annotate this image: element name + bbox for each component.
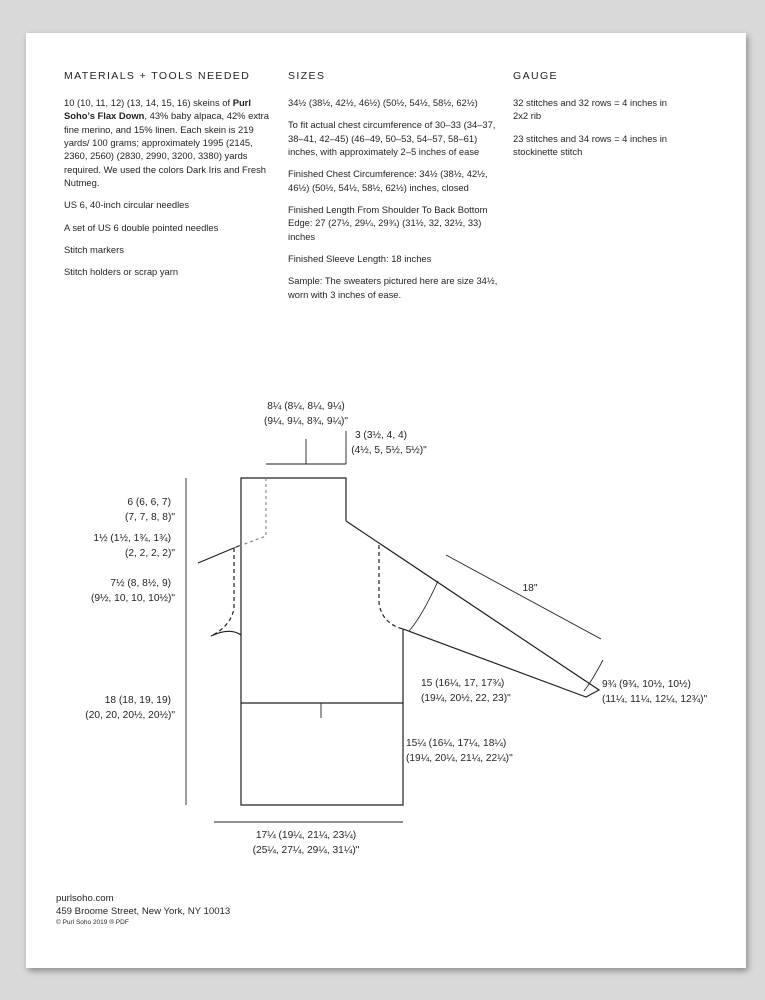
collar-height-label-2: (7, 7, 8, 8)" [124,512,175,523]
half-chest-label-1: 15¼ (16¼, 17¼, 18¼) [406,738,507,749]
right-armhole-seam [379,545,403,629]
neck-width-label-1: 8¼ (8¼, 8¼, 9¼) [267,401,345,412]
copyright: © Purl Soho 2019 ® PDF [56,918,129,926]
sleeve-length-label: 18" [522,583,538,594]
cuff-label-1: 9¾ (9¾, 10½, 10½) [602,679,691,690]
sleeve-length-line [446,555,601,639]
stockinette-gauge: 23 stitches and 34 rows = 4 inches in stockinette stitch [513,132,667,157]
dimension-labels [85,400,707,856]
armhole-depth-label-2: (9½, 10, 10, 10½)" [90,593,175,604]
sweater-outline [198,478,599,805]
materials-heading: MATERIALS + TOOLS NEEDED [64,70,251,82]
page-footer [56,893,230,928]
sizes-heading: SIZES [288,70,326,82]
rib-gauge: 32 stitches and 32 rows = 4 inches in 2x2 rib [513,96,667,122]
collar-outline [241,478,346,545]
shoulder-drop-label-1: 1½ (1½, 1¾, 1¾) [93,533,171,544]
hem-width-label-1: 17¼ (19¼, 21¼, 23¼) [255,830,357,841]
fit-note: To fit actual chest circumference of 30–33 (34–37, 38–41, 42–45) (46–49, 50–53, 54–57, 58–61) inches, with approximately 2–5 inches of ease [288,119,496,157]
left-armhole-seam [211,548,234,636]
armhole-depth-label-1: 7½ (8, 8½, 9) [110,578,171,589]
size-list: 34½ (38½, 42½, 46½) (50½, 54½, 58½, 62½) [288,96,478,108]
upper-arm-label-2: (19¼, 20½, 22, 23)" [421,693,511,704]
collar-height-label-1: 6 (6, 6, 7) [127,497,171,508]
hem-width-label-2: (25¼, 27¼, 29¼, 31¼)" [252,845,360,856]
site-link[interactable]: purlsoho.com [56,893,114,904]
tool-item: Stitch markers [64,244,124,255]
tool-item: US 6, 40-inch circular needles [64,199,190,211]
finished-length: Finished Length From Shoulder To Back Bottom Edge: 27 (27½, 29¼, 29¾) (31½, 32, 32½, 33) inches [288,203,488,242]
upper-arm-arc [409,581,438,631]
store-address: 459 Broome Street, New York, NY 10013 [56,905,231,917]
body-length-label-2: (20, 20, 20½, 20½)" [85,710,175,721]
body-length-label-1: 18 (18, 19, 19) [104,695,171,706]
tool-item: A set of US 6 double pointed needles [64,221,219,233]
yarn-prefix: 10 (10, 11, 12) (13, 14, 15, 16) skeins of [64,96,233,108]
half-chest-label-2: (19¼, 20¼, 21¼, 22¼)" [406,753,513,764]
neck-width-label-2: (9¼, 9¼, 8¾, 9¼)" [263,416,349,427]
yarn-details: , 43% baby alpaca, 42% extra fine merino, and 15% linen. Each skein is 219 yards/ 100 grams; approximately 1995 (2145, 2360, 2560) (2830, 2990, 3200, 3380) yards required. We used the colors Dark Iris and Fresh Nutmeg. [64,110,269,188]
dimension-lines [186,431,603,822]
sample-note: Sample: The sweaters pictured here are size 34½, worn with 3 inches of ease. [288,275,498,300]
collar-half-label-2: (4½, 5, 5½, 5½)" [351,445,427,456]
pattern-page [26,33,746,968]
sleeve-length: Finished Sleeve Length: 18 inches [288,253,432,264]
collar-half-label-1: 3 (3½, 4, 4) [354,430,408,441]
chest-circumference: Finished Chest Circumference: 34½ (38½, 42½, 46½) (50½, 54½, 58½, 62½) inches, closed [288,168,488,193]
tool-item: Stitch holders or scrap yarn [64,266,179,278]
neck-seam [234,478,266,548]
shoulder-drop-label-2: (2, 2, 2, 2)" [124,548,175,559]
sweater-schematic [26,33,746,968]
cuff-label-2: (11¼, 11¼, 12¼, 12¾)" [602,694,708,705]
upper-arm-label-1: 15 (16¼, 17, 17¾) [421,678,505,689]
yarn-brand: Purl Soho’s Flax Down [64,96,251,122]
gauge-heading: GAUGE [513,70,558,82]
